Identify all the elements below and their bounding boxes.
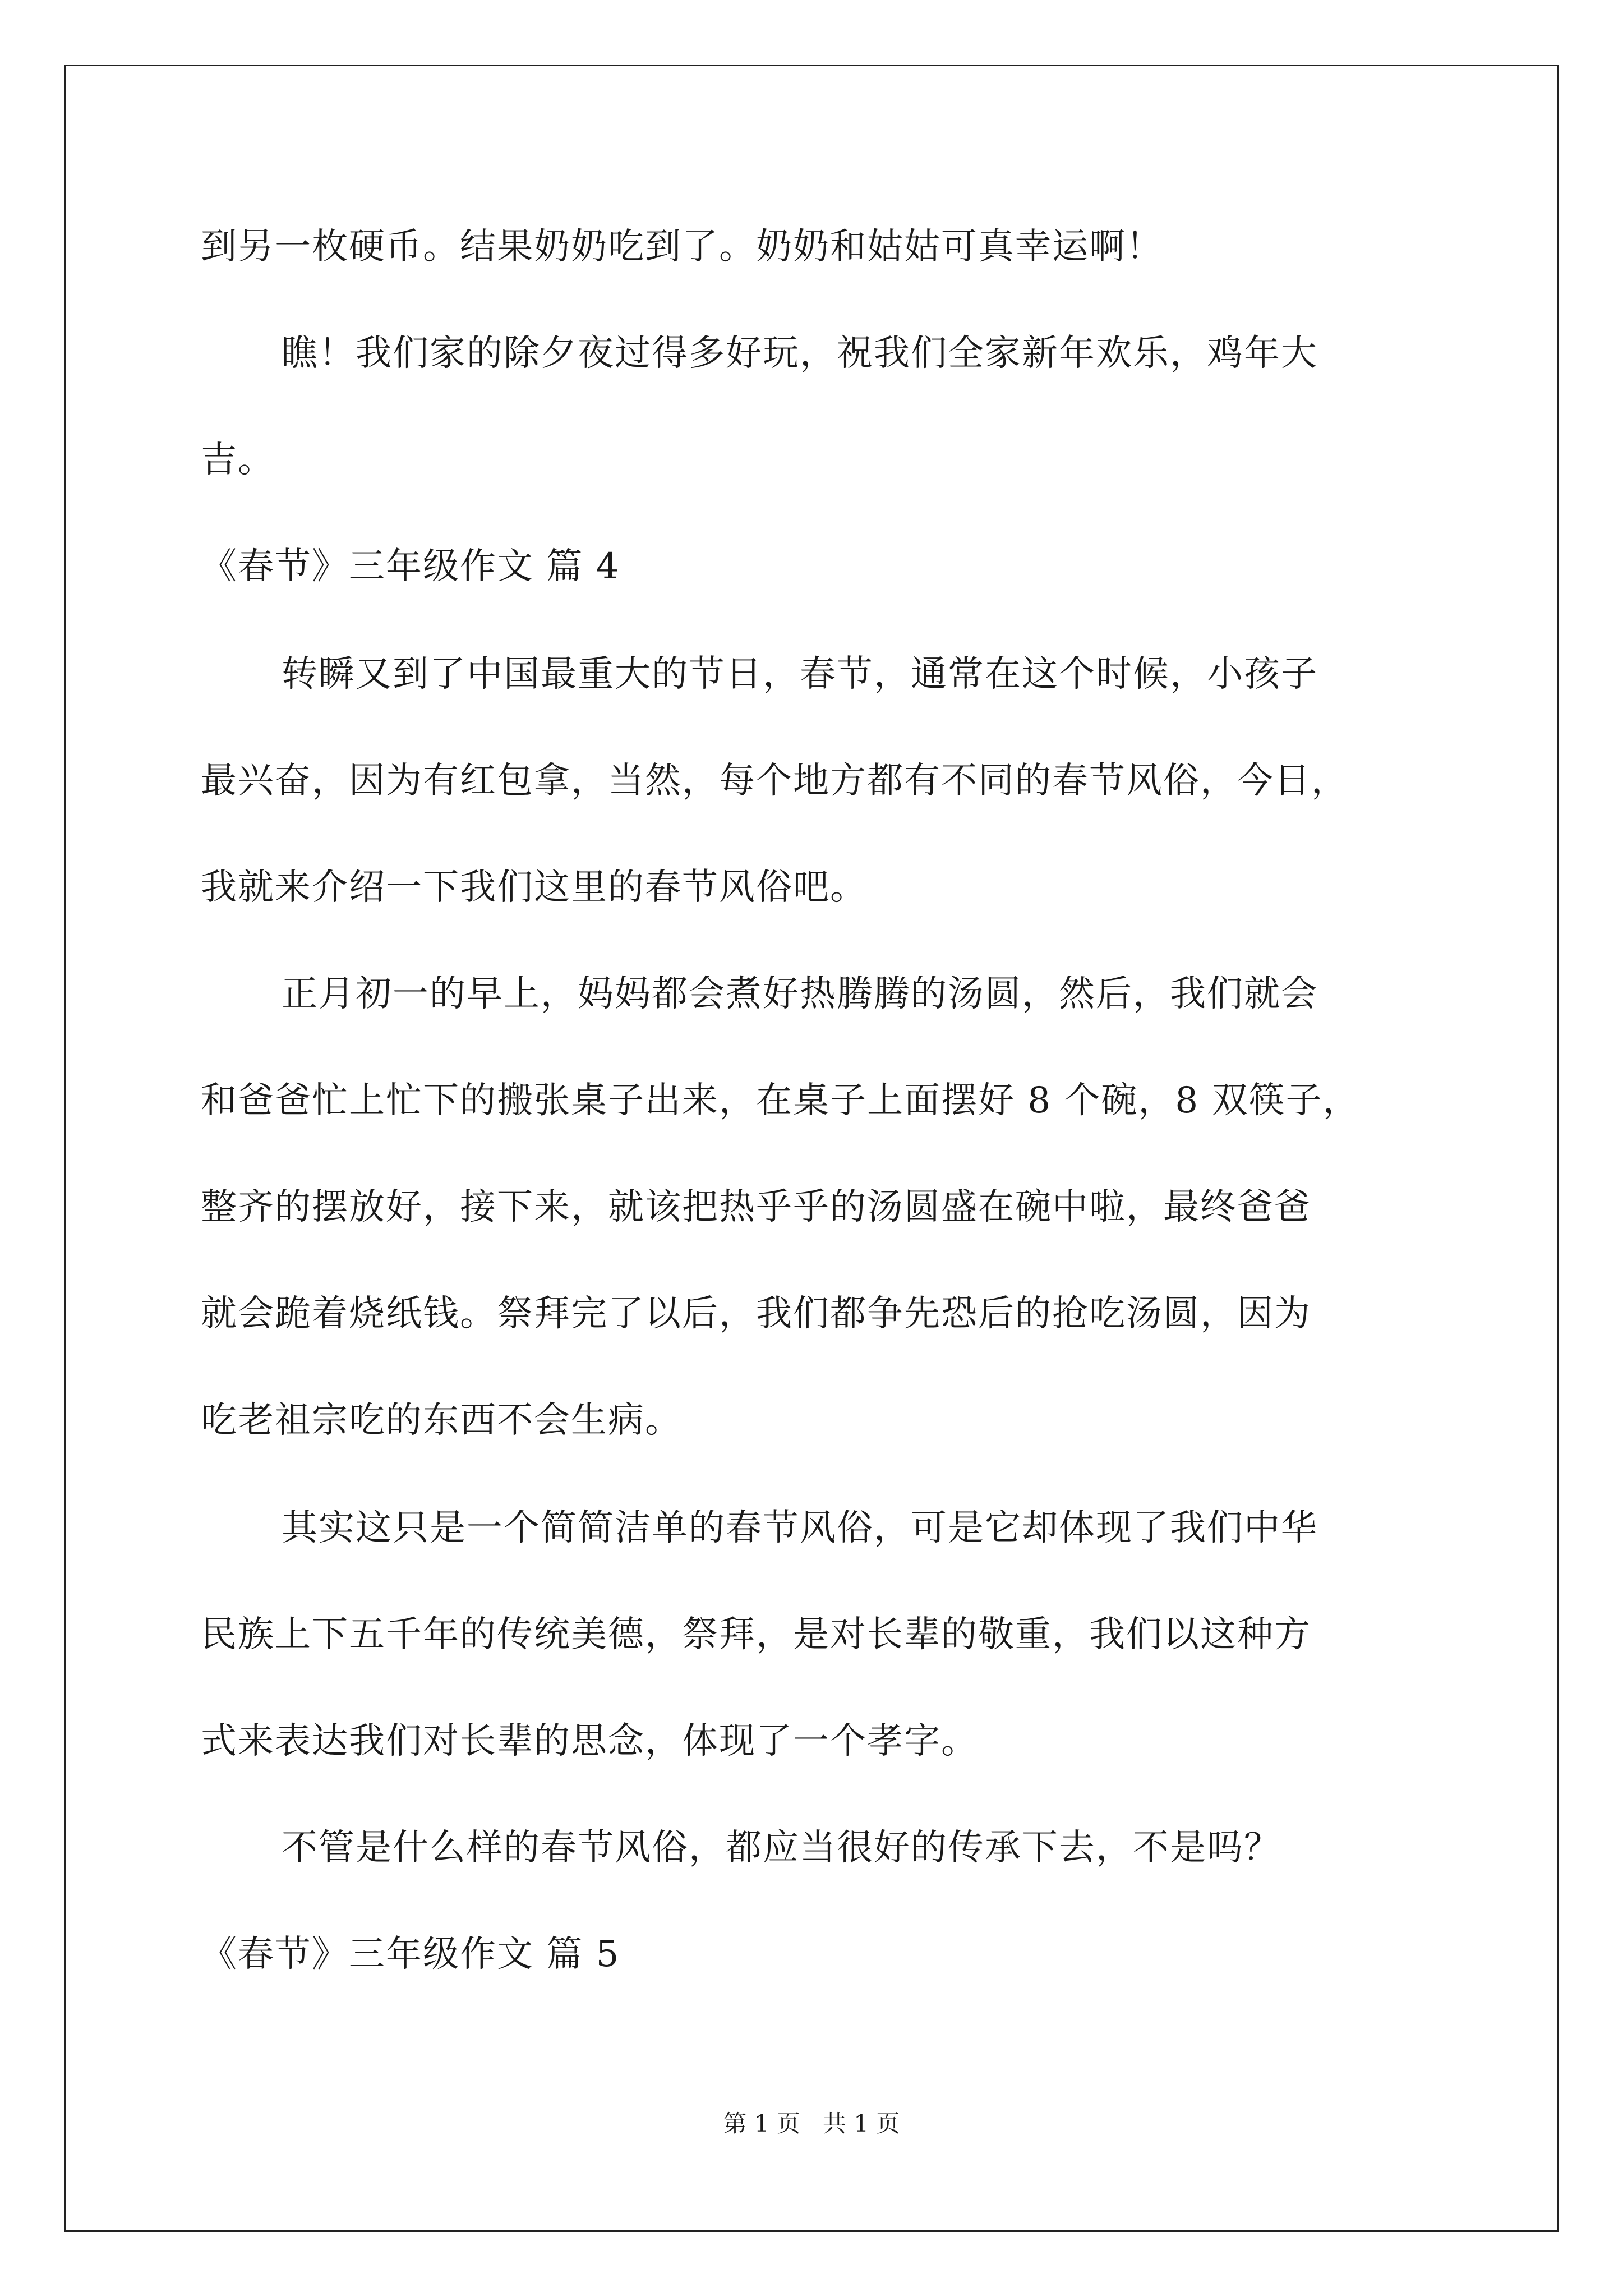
paragraph-line: 瞧！我们家的除夕夜过得多好玩，祝我们全家新年欢乐，鸡年大 [282,333,1318,374]
paragraph-line: 到另一枚硬币。结果奶奶吃到了。奶奶和姑姑可真幸运啊！ [201,226,1163,268]
paragraph-line: 吃老祖宗吃的东西不会生病。 [201,1400,682,1441]
page-border [64,65,1559,2232]
section-heading: 《春节》三年级作文 篇 4 [201,546,620,587]
paragraph-line: 其实这只是一个简简洁单的春节风俗，可是它却体现了我们中华 [282,1507,1318,1549]
paragraph-line: 正月初一的早上，妈妈都会煮好热腾腾的汤圆，然后，我们就会 [282,973,1318,1015]
paragraph-line: 吉。 [201,439,275,481]
page-number-footer: 第 1 页 共 1 页 [723,2110,900,2137]
section-heading: 《春节》三年级作文 篇 5 [201,1934,620,1975]
paragraph-line: 和爸爸忙上忙下的搬张桌子出来，在桌子上面摆好 8 个碗，8 双筷子， [201,1080,1360,1121]
paragraph-line: 式来表达我们对长辈的思念，体现了一个孝字。 [201,1720,978,1762]
paragraph-line: 我就来介绍一下我们这里的春节风俗吧。 [201,867,867,908]
paragraph-line: 最兴奋，因为有红包拿，当然，每个地方都有不同的春节风俗，今日， [201,760,1348,802]
paragraph-line: 整齐的摆放好，接下来，就该把热乎乎的汤圆盛在碗中啦，最终爸爸 [201,1186,1311,1228]
paragraph-line: 就会跪着烧纸钱。祭拜完了以后，我们都争先恐后的抢吃汤圆，因为 [201,1293,1311,1335]
paragraph-line: 不管是什么样的春节风俗，都应当很好的传承下去，不是吗？ [282,1827,1281,1869]
paragraph-line: 转瞬又到了中国最重大的节日，春节，通常在这个时候，小孩子 [282,654,1318,695]
paragraph-line: 民族上下五千年的传统美德，祭拜，是对长辈的敬重，我们以这种方 [201,1614,1311,1655]
